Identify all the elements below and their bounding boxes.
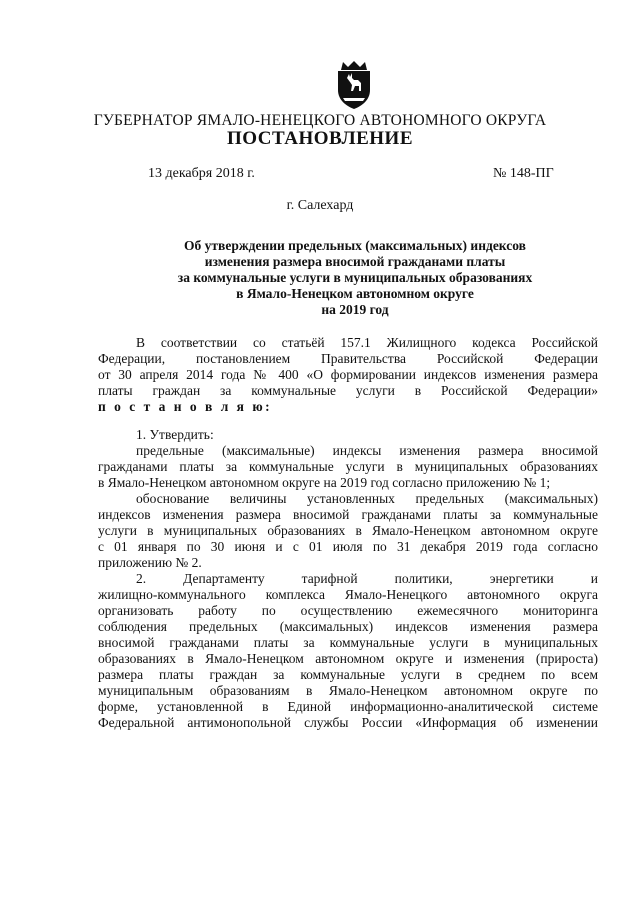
- authority-title: ГУБЕРНАТОР ЯМАЛО-НЕНЕЦКОГО АВТОНОМНОГО ОКРУГА: [93, 112, 547, 129]
- item1-p1-line: предельные (максимальные) индексы изменения размера вносимой: [136, 443, 598, 458]
- item1-heading: 1. Утвердить:: [136, 427, 214, 442]
- item1-p2-line: индексов изменения размера вносимой гражданами платы за коммунальные: [98, 507, 598, 522]
- item2-line: муниципальным образованиям в Ямало-Ненецком автономном округе по: [98, 683, 598, 698]
- item1-p1-line: гражданами платы за коммунальные услуги в муниципальных образованиях: [98, 459, 598, 474]
- document-number: № 148-ПГ: [493, 166, 554, 181]
- decree-word: п о с т а н о в л я ю:: [98, 399, 273, 414]
- item2-line: вносимой гражданами платы за коммунальные услуги в муниципальных: [98, 635, 598, 650]
- title-line: на 2019 год: [321, 302, 389, 317]
- document-body: [98, 335, 598, 731]
- title-line: в Ямало-Ненецком автономном округе: [236, 286, 474, 301]
- preamble-line: платы граждан за коммунальные услуги в Российской Федерации»: [98, 383, 598, 398]
- title-line: изменения размера вносимой гражданами платы: [204, 254, 506, 269]
- item2-line: соблюдения предельных (максимальных) индексов изменения размера: [98, 619, 598, 634]
- item2-line: организовать работу по осуществлению ежемесячного мониторинга: [98, 603, 598, 618]
- document-date: 13 декабря 2018 г.: [148, 166, 255, 181]
- document-city: г. Салехард: [286, 198, 354, 213]
- document-title: [130, 238, 580, 318]
- title-line: за коммунальные услуги в муниципальных образованиях: [177, 270, 533, 285]
- coat-of-arms-icon: [333, 60, 375, 110]
- item2-line: образованиях в Ямало-Ненецком автономном округе и изменения (прироста): [98, 651, 598, 666]
- document-type: ПОСТАНОВЛЕНИЕ: [226, 128, 414, 149]
- item2-line: жилищно-коммунального комплекса Ямало-Ненецкого автономного округа: [98, 587, 598, 602]
- item2-line: форме, установленной в Единой информационно-аналитической системе: [98, 699, 598, 714]
- item1-p2-line: приложению № 2.: [98, 555, 202, 570]
- item1-p2-line: с 01 января по 30 июня и с 01 июля по 31 декабря 2019 года согласно: [98, 539, 598, 554]
- item1-p2-line: услуги в муниципальных образованиях в Ямало-Ненецком автономном округе: [98, 523, 598, 538]
- item1-p2-line: обоснование величины установленных предельных (максимальных): [136, 491, 598, 506]
- item2-line: размера платы граждан за коммунальные услуги в среднем по всем: [98, 667, 598, 682]
- item1-p1-line: в Ямало-Ненецком автономном округе на 2019 год согласно приложению № 1;: [98, 475, 551, 490]
- preamble-line: В соответствии со статьёй 157.1 Жилищного кодекса Российской: [136, 335, 598, 350]
- preamble-line: Федерации, постановлением Правительства Российской Федерации: [98, 351, 598, 366]
- preamble-line: от 30 апреля 2014 года № 400 «О формировании индексов изменения размера: [98, 367, 598, 382]
- item2-line: 2. Департаменту тарифной политики, энергетики и: [136, 571, 598, 586]
- item2-line: Федеральной антимонопольной службы России «Информация об изменении: [98, 715, 598, 730]
- title-line: Об утверждении предельных (максимальных) индексов: [184, 238, 526, 253]
